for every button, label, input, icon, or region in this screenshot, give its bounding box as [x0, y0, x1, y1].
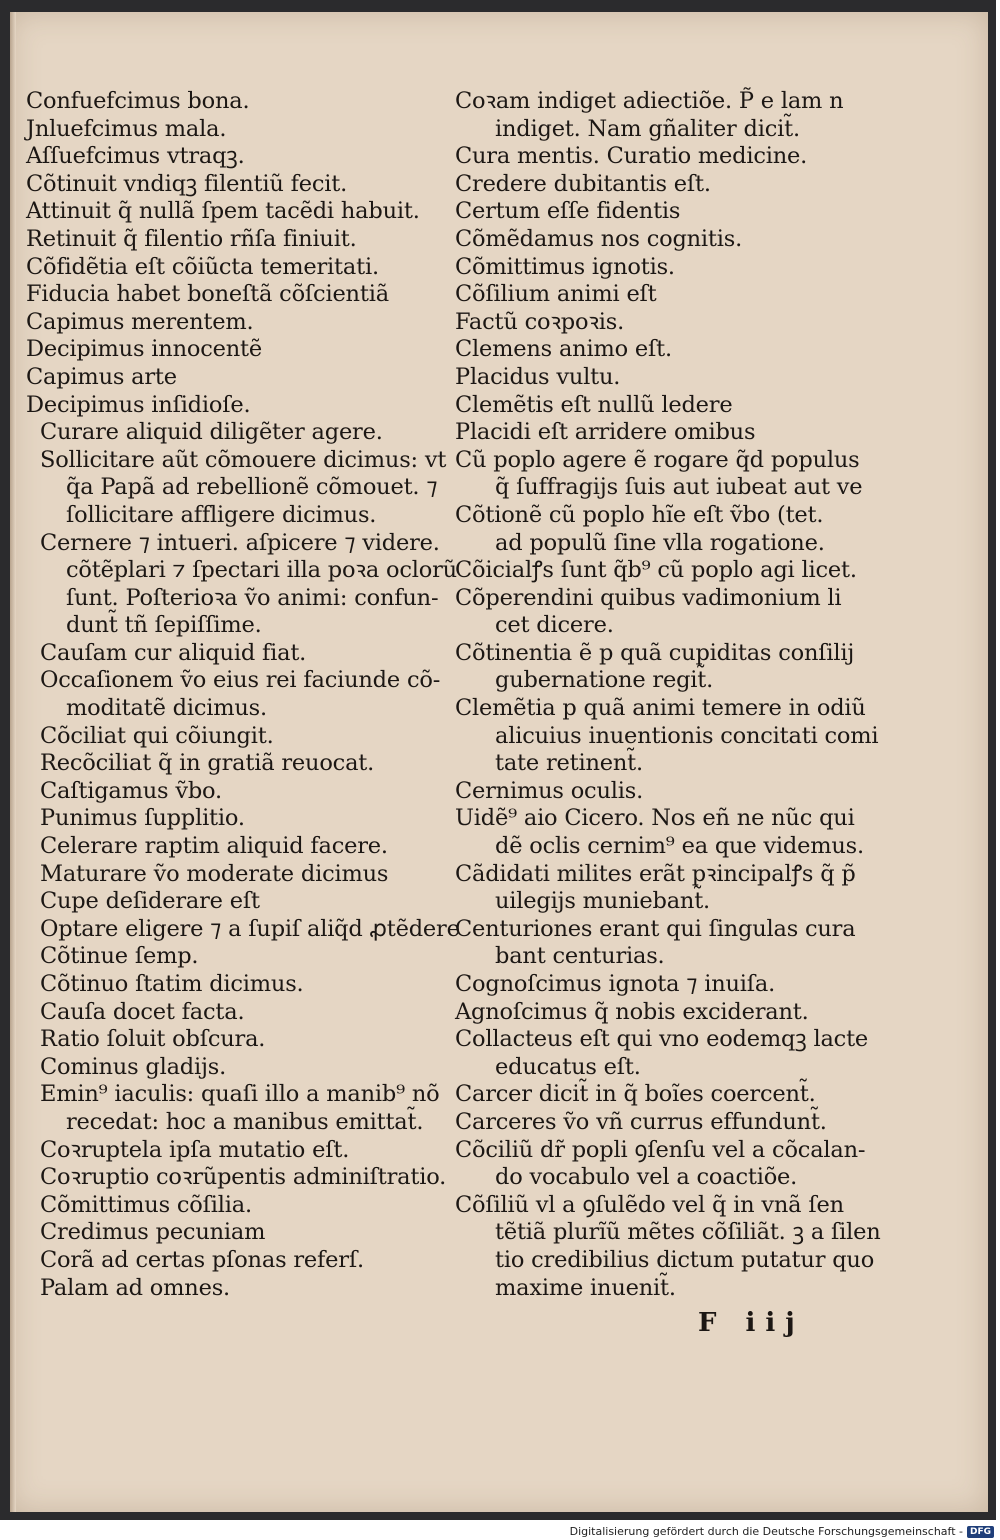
text-line: Optare eligere ⁊ a ſupiſ aliq̃d ꝓtẽdere — [40, 915, 460, 942]
text-line: dẽ oclis cernim⁹ ea que videmus. — [495, 833, 864, 860]
text-line: Ratio ſoluit obſcura. — [40, 1026, 266, 1053]
text-line: q̃a Papã ad rebellionẽ cõmouet. ⁊ — [66, 474, 438, 501]
text-line: Cõtinuit vndiqꝫ filentiũ fecit. — [26, 170, 348, 197]
text-line: Cernere ⁊ intueri. aſpicere ⁊ videre. — [40, 529, 440, 556]
text-line: dunt̃ tñ ſepiſſime. — [66, 612, 262, 639]
digitization-credit — [570, 1525, 994, 1538]
text-line: Carcer dicit̃ in q̃ boĩes coercent̃. — [455, 1081, 816, 1108]
text-line: Clemens animo eſt. — [455, 336, 672, 363]
text-line: tate retinent̃. — [495, 750, 643, 777]
text-line: Cernimus oculis. — [455, 777, 644, 804]
text-line: educatus eſt. — [495, 1053, 641, 1080]
text-line: Cõtionẽ cũ poplo hĩe eſt ṽbo (tet. — [455, 501, 824, 528]
text-line: tio credibilius dictum putatur quo — [495, 1246, 875, 1273]
text-line: Caſtigamus ṽbo. — [40, 777, 222, 804]
text-line: Cõfidẽtia eſt cõiũcta temeritati. — [26, 253, 379, 280]
text-line: Agnoſcimus q̃ nobis exciderant. — [455, 998, 809, 1025]
text-line: Carceres ṽo vñ currus effundunt̃. — [455, 1108, 827, 1135]
text-line: ſollicitare affligere dicimus. — [66, 501, 377, 528]
text-line: Placidus vultu. — [455, 363, 621, 390]
text-line: Cõtinue ſemp. — [40, 943, 199, 970]
text-line: Cura mentis. Curatio medicine. — [455, 143, 808, 170]
text-line: Clemẽtia p quã animi temere in odiũ — [455, 695, 866, 722]
text-line: Collacteus eſt qui vno eodemqꝫ lacte — [455, 1026, 869, 1053]
text-line: Cõſiliũ vl a ꝯſulẽdo vel q̃ in vnã ſen — [455, 1191, 844, 1218]
text-line: tẽtiã plurĩũ mẽtes cõſiliãt. ꝫ a ſilen — [495, 1219, 881, 1246]
text-line: Coꝛruptio coꝛrũpentis adminiſtratio. — [40, 1164, 447, 1191]
text-line: Recõciliat q̃ in gratiã reuocat. — [40, 750, 375, 777]
text-line: Confuefcimus bona. — [26, 88, 250, 114]
signature-mark: F iij — [698, 1308, 805, 1338]
text-line: Retinuit q̃ filentio rñſa finiuit. — [26, 225, 357, 252]
text-line: cõtẽplari ⁊ ſpectari illa poꝛa oclorũ — [66, 557, 457, 584]
text-line: Coꝛam indiget adiectiõe. P̃ e lam n — [455, 88, 844, 114]
text-line: Jnluefcimus mala. — [26, 115, 227, 142]
text-line: Coꝛruptela ipſa mutatio eſt. — [40, 1136, 350, 1163]
text-line: Centuriones erant qui ſingulas cura — [455, 915, 856, 942]
text-line: Sollicitare aũt cõmouere dicimus: vt — [40, 446, 447, 473]
text-line: recedat: hoc a manibus emittat̃. — [66, 1108, 424, 1135]
text-line: ad populũ ſine vlla rogatione. — [495, 529, 825, 556]
text-line: Maturare ṽo moderate dicimus — [40, 860, 389, 887]
text-line: Factũ coꝛpoꝛis. — [455, 308, 625, 335]
text-line: indiget. Nam gñaliter dicit̃. — [495, 115, 800, 142]
text-line: Cõciliũ dr̃ popli ꝯſenſu vel a cõcalan- — [455, 1136, 866, 1163]
text-line: Cõicialꝭs ſunt q̃b⁹ cũ poplo agi licet. — [455, 557, 857, 584]
text-line: cet dicere. — [495, 612, 614, 639]
text-line: Credimus pecuniam — [40, 1219, 266, 1246]
text-line: Capimus merentem. — [26, 308, 254, 335]
right-text-column — [455, 88, 885, 1302]
text-line: Corã ad certas pſonas referſ. — [40, 1246, 364, 1273]
text-line: Capimus arte — [26, 363, 177, 390]
text-line: Cauſam cur aliquid fiat. — [40, 639, 307, 666]
text-line: Cõciliat qui cõiungit. — [40, 722, 274, 749]
text-line: Cũ poplo agere ẽ rogare q̃d populus — [455, 446, 860, 473]
text-line: gubernatione regit̃. — [495, 667, 714, 694]
text-line: uilegijs muniebant̃. — [495, 888, 711, 915]
text-line: Credere dubitantis eſt. — [455, 170, 711, 197]
text-line: Cõtinentia ẽ p quã cupiditas conſilij — [455, 639, 855, 666]
dfg-logo: DFG — [967, 1526, 994, 1538]
text-line: Cõtinuo ſtatim dicimus. — [40, 971, 304, 997]
text-line: Cõmittimus cõſilia. — [40, 1191, 252, 1218]
text-line: Celerare raptim aliquid facere. — [40, 833, 388, 860]
text-line: Cõſilium animi eſt — [455, 281, 657, 308]
text-line: Occaſionem ṽo eius rei faciunde cõ- — [40, 667, 441, 694]
text-line: Cõmẽdamus nos cognitis. — [455, 225, 743, 252]
left-text-column — [26, 88, 476, 1302]
text-line: Cognoſcimus ignota ⁊ inuiſa. — [455, 971, 776, 997]
text-line: Emin⁹ iaculis: quaſi illo a manib⁹ nõ — [40, 1081, 440, 1108]
text-line: ſunt. Poſterioꝛa ṽo animi: confun- — [66, 584, 439, 611]
text-line: Aſſuefcimus vtraqꝫ. — [26, 143, 245, 170]
text-line: do vocabulo vel a coactiõe. — [495, 1164, 798, 1191]
text-line: Curare aliquid diligẽter agere. — [40, 419, 383, 446]
text-line: Punimus ſupplitio. — [40, 805, 245, 832]
text-line: Placidi eſt arridere omibus — [455, 419, 756, 446]
text-line: bant centurias. — [495, 943, 665, 970]
text-line: Attinuit q̃ nullã ſpem tacẽdi habuit. — [26, 198, 420, 225]
text-line: Palam ad omnes. — [40, 1274, 230, 1301]
text-line: Clemẽtis eſt nullũ ledere — [455, 391, 733, 418]
text-line: moditatẽ dicimus. — [66, 695, 267, 722]
text-line: Cãdidati milites erãt pꝛincipalꝭs q̃ p̃ — [455, 860, 856, 887]
text-line: Decipimus innocentẽ — [26, 336, 262, 363]
text-line: Cupe deſiderare eſt — [40, 888, 260, 915]
text-line: Cauſa docet facta. — [40, 998, 245, 1025]
text-line: Cominus gladijs. — [40, 1053, 227, 1080]
text-line: Cõmittimus ignotis. — [455, 253, 675, 280]
text-line: Cõperendini quibus vadimonium li — [455, 584, 842, 611]
page-binding-edge — [10, 12, 16, 1512]
text-line: Uidẽ⁹ aio Cicero. Nos eñ ne nũc qui — [455, 805, 855, 832]
text-line: Decipimus inſidioſe. — [26, 391, 251, 418]
text-line: alicuius inuentionis concitati comi — [495, 722, 879, 749]
text-line: Fiducia habet boneſtã cõſcientiã — [26, 281, 389, 308]
text-line: q̃ ſuffragijs ſuis aut iubeat aut ve — [495, 474, 863, 501]
text-line: maxime inuenit̃. — [495, 1274, 676, 1301]
footer-credit-text: Digitalisierung gefördert durch die Deutsche Forschungsgemeinschaft - — [569, 1525, 963, 1538]
text-line: Certum eſſe fidentis — [455, 198, 681, 225]
